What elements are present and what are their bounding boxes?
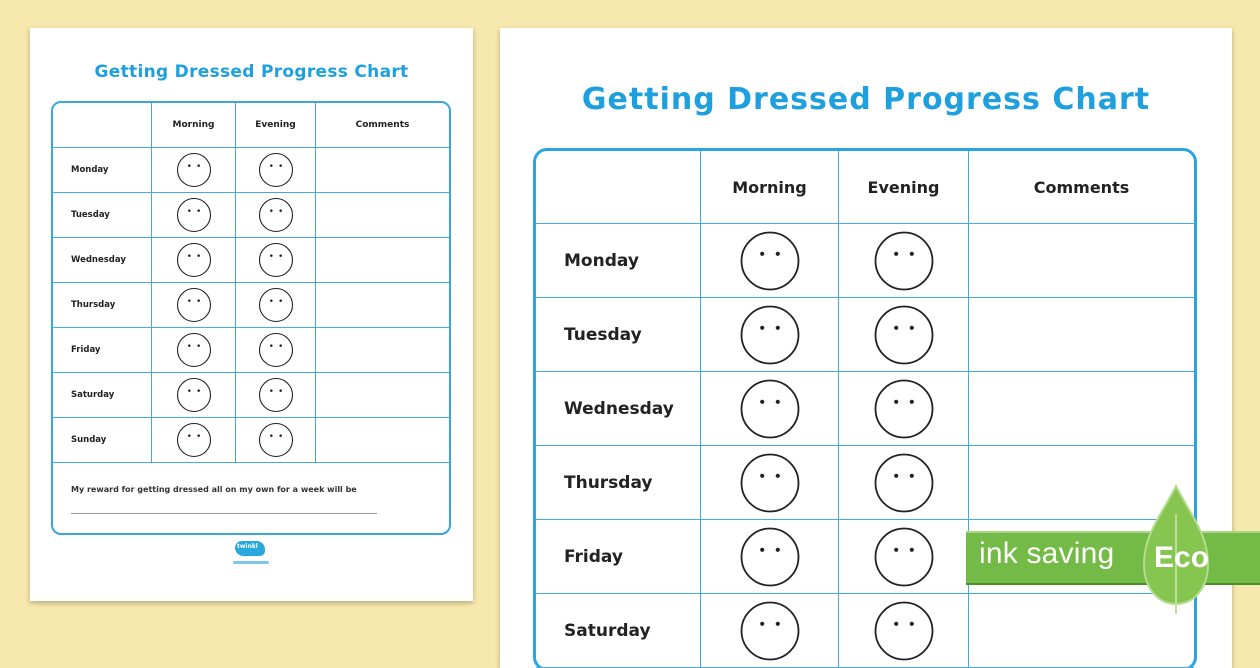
evening-cell[interactable]: [236, 418, 316, 463]
day-label: Monday: [536, 224, 701, 298]
smiley-face-icon: [176, 385, 212, 404]
morning-cell[interactable]: [152, 283, 236, 328]
morning-cell[interactable]: [701, 446, 839, 520]
comments-cell[interactable]: [316, 373, 449, 418]
day-label: Thursday: [53, 283, 152, 328]
table-row: [53, 283, 449, 328]
smiley-face-icon: [258, 160, 294, 179]
table-row: [53, 418, 449, 463]
morning-cell[interactable]: [701, 520, 839, 594]
comments-cell[interactable]: [969, 298, 1194, 372]
day-label: Saturday: [53, 373, 152, 418]
evening-cell[interactable]: [839, 372, 969, 446]
smiley-face-icon: [874, 324, 934, 343]
smiley-face-icon: [740, 250, 800, 269]
morning-cell[interactable]: [701, 298, 839, 372]
worksheet-title: Getting Dressed Progress Chart: [581, 82, 1151, 117]
reward-cell[interactable]: [53, 463, 449, 533]
evening-cell[interactable]: [236, 373, 316, 418]
comments-cell[interactable]: [969, 372, 1194, 446]
smiley-face-icon: [874, 250, 934, 269]
evening-cell[interactable]: [236, 193, 316, 238]
day-label: Saturday: [536, 594, 701, 668]
evening-cell[interactable]: [839, 224, 969, 298]
evening-cell[interactable]: [839, 520, 969, 594]
header-row: [53, 103, 449, 148]
day-label: Thursday: [536, 446, 701, 520]
evening-cell[interactable]: [236, 283, 316, 328]
comments-cell[interactable]: [316, 328, 449, 373]
comments-cell[interactable]: [316, 418, 449, 463]
morning-cell[interactable]: [701, 594, 839, 668]
comments-cell[interactable]: [969, 224, 1194, 298]
header-blank: [536, 151, 701, 224]
evening-cell[interactable]: [839, 594, 969, 668]
reward-row: [53, 463, 449, 533]
smiley-face-icon: [176, 430, 212, 449]
evening-cell[interactable]: [839, 446, 969, 520]
smiley-face-icon: [258, 250, 294, 269]
table-row: [536, 372, 1194, 446]
reward-prompt: My reward for getting dressed all on my own for a week will be: [71, 485, 357, 494]
morning-cell[interactable]: [701, 372, 839, 446]
header-morning: Morning: [152, 103, 236, 148]
morning-cell[interactable]: [701, 224, 839, 298]
smiley-face-icon: [258, 295, 294, 314]
header-comments: Comments: [316, 103, 449, 148]
logo-underline: [233, 561, 269, 564]
smiley-face-icon: [258, 385, 294, 404]
header-blank: [53, 103, 152, 148]
smiley-face-icon: [176, 250, 212, 269]
smiley-face-icon: [258, 340, 294, 359]
smiley-face-icon: [740, 546, 800, 565]
smiley-face-icon: [874, 472, 934, 491]
eco-banner-label: ink saving: [979, 537, 1115, 570]
smiley-face-icon: [740, 398, 800, 417]
morning-cell[interactable]: [152, 373, 236, 418]
header-morning: Morning: [701, 151, 839, 224]
smiley-face-icon: [740, 324, 800, 343]
header-evening: Evening: [236, 103, 316, 148]
worksheet-title: Getting Dressed Progress Chart: [94, 62, 409, 82]
day-label: Tuesday: [536, 298, 701, 372]
day-label: Wednesday: [53, 238, 152, 283]
comments-cell[interactable]: [316, 193, 449, 238]
day-label: Sunday: [53, 418, 152, 463]
table-row: [53, 148, 449, 193]
day-label: Friday: [536, 520, 701, 594]
table-row: [53, 238, 449, 283]
comments-cell[interactable]: [316, 238, 449, 283]
morning-cell[interactable]: [152, 193, 236, 238]
table-row: [536, 298, 1194, 372]
logo-text: twinkl: [237, 543, 258, 550]
header-comments: Comments: [969, 151, 1194, 224]
smiley-face-icon: [258, 430, 294, 449]
twinkl-logo: [233, 541, 269, 571]
smiley-face-icon: [176, 295, 212, 314]
morning-cell[interactable]: [152, 328, 236, 373]
morning-cell[interactable]: [152, 418, 236, 463]
day-label: Friday: [53, 328, 152, 373]
smiley-face-icon: [176, 160, 212, 179]
reward-writing-line: [71, 513, 377, 514]
comments-cell[interactable]: [316, 148, 449, 193]
eco-ink-saving-badge: [966, 484, 1260, 630]
worksheet-preview-small: [30, 28, 473, 601]
smiley-face-icon: [176, 205, 212, 224]
table-row: [53, 373, 449, 418]
progress-table: [51, 101, 451, 535]
eco-label: Eco: [1154, 541, 1210, 574]
smiley-face-icon: [258, 205, 294, 224]
smiley-face-icon: [874, 546, 934, 565]
morning-cell[interactable]: [152, 238, 236, 283]
header-row: [536, 151, 1194, 224]
day-label: Wednesday: [536, 372, 701, 446]
evening-cell[interactable]: [839, 298, 969, 372]
smiley-face-icon: [740, 472, 800, 491]
morning-cell[interactable]: [152, 148, 236, 193]
table-row: [53, 193, 449, 238]
day-label: Tuesday: [53, 193, 152, 238]
eco-banner: [966, 531, 1260, 585]
day-label: Monday: [53, 148, 152, 193]
smiley-face-icon: [874, 398, 934, 417]
table-row: [536, 224, 1194, 298]
evening-cell[interactable]: [236, 238, 316, 283]
evening-cell[interactable]: [236, 148, 316, 193]
evening-cell[interactable]: [236, 328, 316, 373]
header-evening: Evening: [839, 151, 969, 224]
table-row: [53, 328, 449, 373]
comments-cell[interactable]: [316, 283, 449, 328]
smiley-face-icon: [176, 340, 212, 359]
